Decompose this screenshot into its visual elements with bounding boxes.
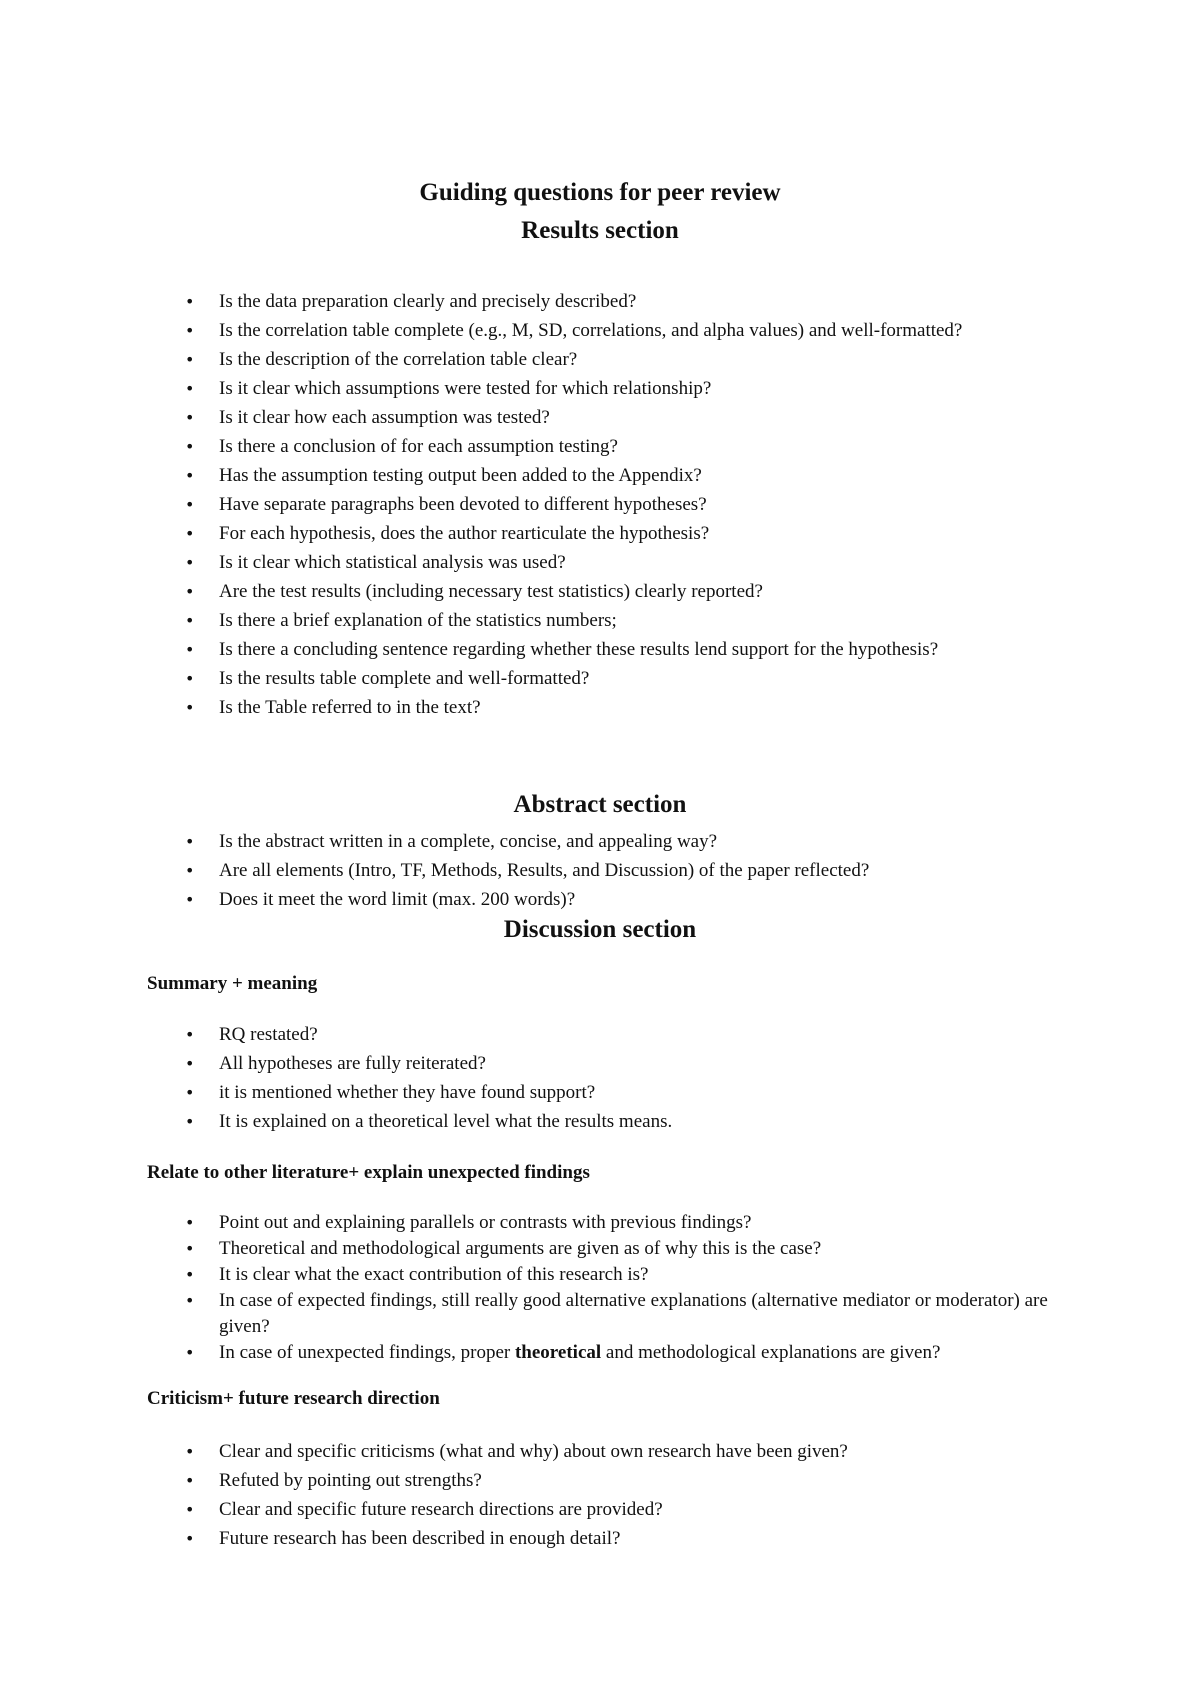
results-question-list — [0, 287, 1059, 722]
list-item: • Theoretical and methodological arguments are given as of why this is the case? — [0, 1236, 1059, 1262]
list-item: • It is explained on a theoretical level what the results means. — [0, 1107, 1059, 1136]
results-heading: Results section — [521, 217, 679, 244]
list-item: • Is there a brief explanation of the statistics numbers; — [0, 606, 1059, 635]
criticism-subheading: Criticism+ future research direction — [147, 1388, 440, 1409]
list-item: • Is the abstract written in a complete, concise, and appealing way? — [0, 827, 1059, 856]
list-item: • Future research has been described in enough detail? — [0, 1524, 1059, 1553]
list-item: • Is it clear which statistical analysis was used? — [0, 548, 1059, 577]
list-item: • Is it clear which assumptions were tested for which relationship? — [0, 374, 1059, 403]
list-item-text: and methodological explanations are given? — [601, 1342, 941, 1363]
list-item: • Is the correlation table complete (e.g., M, SD, correlations, and alpha values) and well-formatted? — [0, 316, 1059, 345]
list-item: • Is the results table complete and well-formatted? — [0, 664, 1059, 693]
list-item — [0, 1340, 1059, 1366]
emphasis-theoretical: theoretical — [514, 1342, 602, 1363]
list-item: • it is mentioned whether they have found support? — [0, 1078, 1059, 1107]
list-item: • Clear and specific future research directions are provided? — [0, 1495, 1059, 1524]
criticism-question-list — [0, 1437, 1059, 1553]
document-title: Guiding questions for peer review — [419, 179, 781, 206]
list-item: • Are the test results (including necessary test statistics) clearly reported? — [0, 577, 1059, 606]
list-item: • All hypotheses are fully reiterated? — [0, 1049, 1059, 1078]
summary-subheading: Summary + meaning — [147, 973, 318, 994]
abstract-heading: Abstract section — [513, 791, 687, 818]
list-item: • Is there a concluding sentence regarding whether these results lend support for the hypothesis? — [0, 635, 1059, 664]
list-item: • Is the data preparation clearly and precisely described? — [0, 287, 1059, 316]
literature-subheading: Relate to other literature+ explain unexpected findings — [147, 1162, 590, 1183]
summary-question-list — [0, 1020, 1059, 1136]
list-item: • Are all elements (Intro, TF, Methods, Results, and Discussion) of the paper reflected? — [0, 856, 1059, 885]
list-item: • RQ restated? — [0, 1020, 1059, 1049]
list-item: • Is the description of the correlation table clear? — [0, 345, 1059, 374]
list-item: • Is there a conclusion of for each assumption testing? — [0, 432, 1059, 461]
list-item: • In case of expected findings, still really good alternative explanations (alternative mediator or moderator) are given? — [0, 1288, 1059, 1340]
list-item: • It is clear what the exact contribution of this research is? — [0, 1262, 1059, 1288]
abstract-question-list — [0, 827, 1059, 914]
list-item: • Clear and specific criticisms (what and why) about own research have been given? — [0, 1437, 1059, 1466]
list-item: • Is the Table referred to in the text? — [0, 693, 1059, 722]
discussion-heading: Discussion section — [503, 916, 697, 943]
list-item: • Have separate paragraphs been devoted to different hypotheses? — [0, 490, 1059, 519]
list-item: • Has the assumption testing output been added to the Appendix? — [0, 461, 1059, 490]
list-item: • Does it meet the word limit (max. 200 words)? — [0, 885, 1059, 914]
list-item-text: In case of unexpected findings, proper — [219, 1342, 515, 1363]
list-item: • Point out and explaining parallels or contrasts with previous findings? — [0, 1210, 1059, 1236]
list-item: • Refuted by pointing out strengths? — [0, 1466, 1059, 1495]
list-item: • For each hypothesis, does the author rearticulate the hypothesis? — [0, 519, 1059, 548]
list-item: • Is it clear how each assumption was tested? — [0, 403, 1059, 432]
literature-question-list — [0, 1210, 1059, 1366]
